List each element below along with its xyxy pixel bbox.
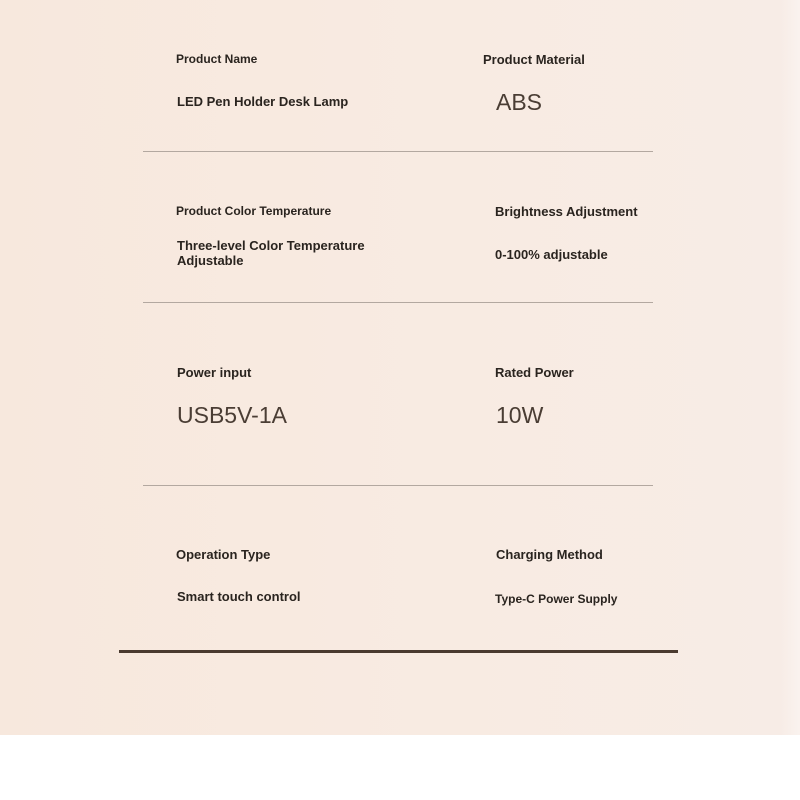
brightness-adjustment-label: Brightness Adjustment [495, 204, 638, 219]
operation-type-value: Smart touch control [177, 589, 301, 604]
color-temperature-label: Product Color Temperature [176, 204, 332, 218]
power-input-value: USB5V-1A [177, 402, 287, 428]
operation-type-label: Operation Type [176, 547, 271, 562]
product-material-value: ABS [496, 89, 543, 115]
product-name-value: LED Pen Holder Desk Lamp [177, 94, 349, 109]
divider-3 [143, 485, 653, 486]
power-input-label: Power input [177, 365, 252, 380]
panel-edge-highlight [780, 0, 800, 735]
charging-method-label: Charging Method [496, 547, 603, 562]
divider-2 [143, 302, 653, 303]
divider-1 [143, 151, 653, 152]
color-temperature-value: Three-level Color Temperature Adjustable [177, 238, 365, 268]
brightness-adjustment-value: 0-100% adjustable [495, 247, 608, 262]
rated-power-value: 10W [496, 402, 544, 428]
rated-power-label: Rated Power [495, 365, 574, 380]
product-name-label: Product Name [176, 52, 258, 66]
bottom-accent-bar [119, 650, 678, 653]
charging-method-value: Type-C Power Supply [495, 592, 618, 606]
product-material-label: Product Material [483, 52, 585, 67]
